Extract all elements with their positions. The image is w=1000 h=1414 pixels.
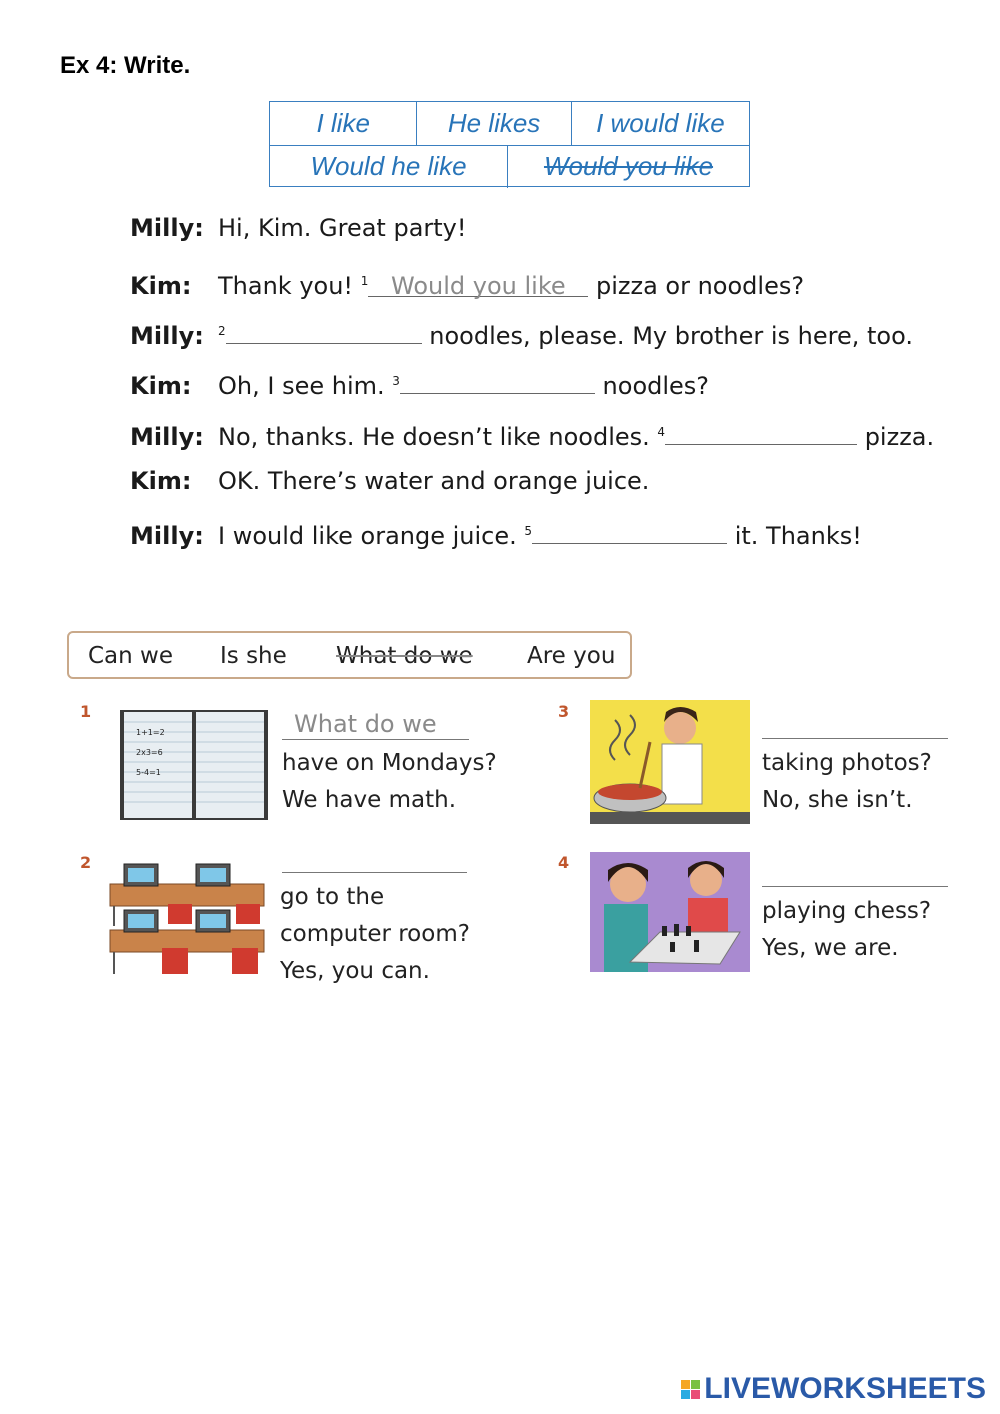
dialogue-line — [130, 416, 934, 453]
answer-blank[interactable] — [400, 367, 595, 394]
word-option: I would like — [571, 102, 749, 145]
dialogue-line — [130, 265, 804, 302]
exercise-title: Ex 4: Write. — [60, 52, 191, 79]
answer-blank[interactable] — [226, 317, 422, 344]
speaker: Milly: — [130, 522, 204, 550]
word-option: He likes — [416, 102, 570, 145]
dialogue-line — [130, 212, 467, 244]
speaker: Milly: — [130, 423, 204, 451]
speaker: Milly: — [130, 214, 204, 242]
line-text: No, thanks. He doesn’t like noodles. — [218, 423, 650, 451]
svg-text:5-4=1: 5-4=1 — [136, 768, 161, 777]
svg-text:1+1=2: 1+1=2 — [136, 728, 165, 737]
bank-word-used: What do we — [336, 643, 473, 669]
bank-word: Can we — [88, 643, 174, 669]
answer-text: We have math. — [282, 787, 457, 813]
speaker: Kim: — [130, 372, 192, 400]
answer-blank[interactable] — [762, 886, 948, 887]
speaker: Kim: — [130, 467, 192, 495]
item-number: 1 — [80, 702, 92, 721]
blank-number: 3 — [392, 374, 400, 388]
answer-text: Yes, you can. — [280, 958, 430, 984]
word-option: Would he like — [310, 151, 467, 181]
item-number: 4 — [558, 853, 570, 872]
bank-word: Are you — [527, 643, 616, 669]
blank-number: 1 — [360, 274, 369, 288]
blank-number: 5 — [524, 524, 533, 538]
line-text: it. Thanks! — [734, 522, 862, 550]
line-text: pizza. — [864, 423, 935, 451]
line-text: Thank you! — [218, 272, 354, 300]
answer-blank[interactable] — [665, 418, 857, 445]
speaker: Milly: — [130, 322, 204, 350]
line-text: I would like orange juice. — [218, 522, 517, 550]
speaker: Kim: — [130, 272, 192, 300]
brand-name: LIVEWORKSHEETS — [704, 1372, 986, 1405]
dialogue-line — [130, 515, 862, 552]
dialogue-line — [130, 465, 649, 497]
question-text: have on Mondays? — [282, 750, 497, 776]
item-number: 3 — [558, 702, 570, 721]
question-text: computer room? — [280, 921, 470, 947]
answer-blank[interactable]: What do we — [282, 707, 469, 740]
line-text: OK. There’s water and orange juice. — [218, 467, 650, 495]
question-text: go to the — [280, 884, 385, 910]
dialogue-line — [130, 315, 913, 352]
answer-text: Yes, we are. — [762, 935, 899, 961]
item-number: 2 — [80, 853, 92, 872]
math-book-image — [118, 707, 270, 823]
question-text: playing chess? — [762, 898, 932, 924]
chess-image — [590, 852, 750, 972]
word-option-used: Would you like — [507, 145, 749, 188]
dialogue-line — [130, 365, 709, 402]
blank-number: 4 — [657, 425, 666, 439]
question-text: taking photos? — [762, 750, 932, 776]
blank-number: 2 — [218, 324, 226, 338]
line-text: Hi, Kim. Great party! — [218, 214, 467, 242]
answer-text: No, she isn’t. — [762, 787, 913, 813]
line-text: noodles, please. My brother is here, too. — [429, 322, 913, 350]
computer-room-image — [108, 860, 266, 976]
line-text: noodles? — [602, 372, 710, 400]
answer-blank[interactable] — [762, 738, 948, 739]
line-text: Oh, I see him. — [218, 372, 385, 400]
answer-blank[interactable] — [282, 872, 467, 873]
line-text: pizza or noodles? — [595, 272, 805, 300]
word-box — [269, 101, 750, 187]
word-option: I like — [316, 108, 370, 138]
bank-word: Is she — [220, 643, 287, 669]
cooking-image — [590, 700, 750, 824]
logo-icon — [681, 1380, 700, 1399]
answer-blank[interactable] — [532, 517, 727, 544]
liveworksheets-logo — [681, 1372, 986, 1406]
svg-text:2x3=6: 2x3=6 — [136, 748, 163, 757]
answer-blank[interactable]: Would you like — [368, 270, 588, 297]
word-bank — [67, 631, 632, 679]
